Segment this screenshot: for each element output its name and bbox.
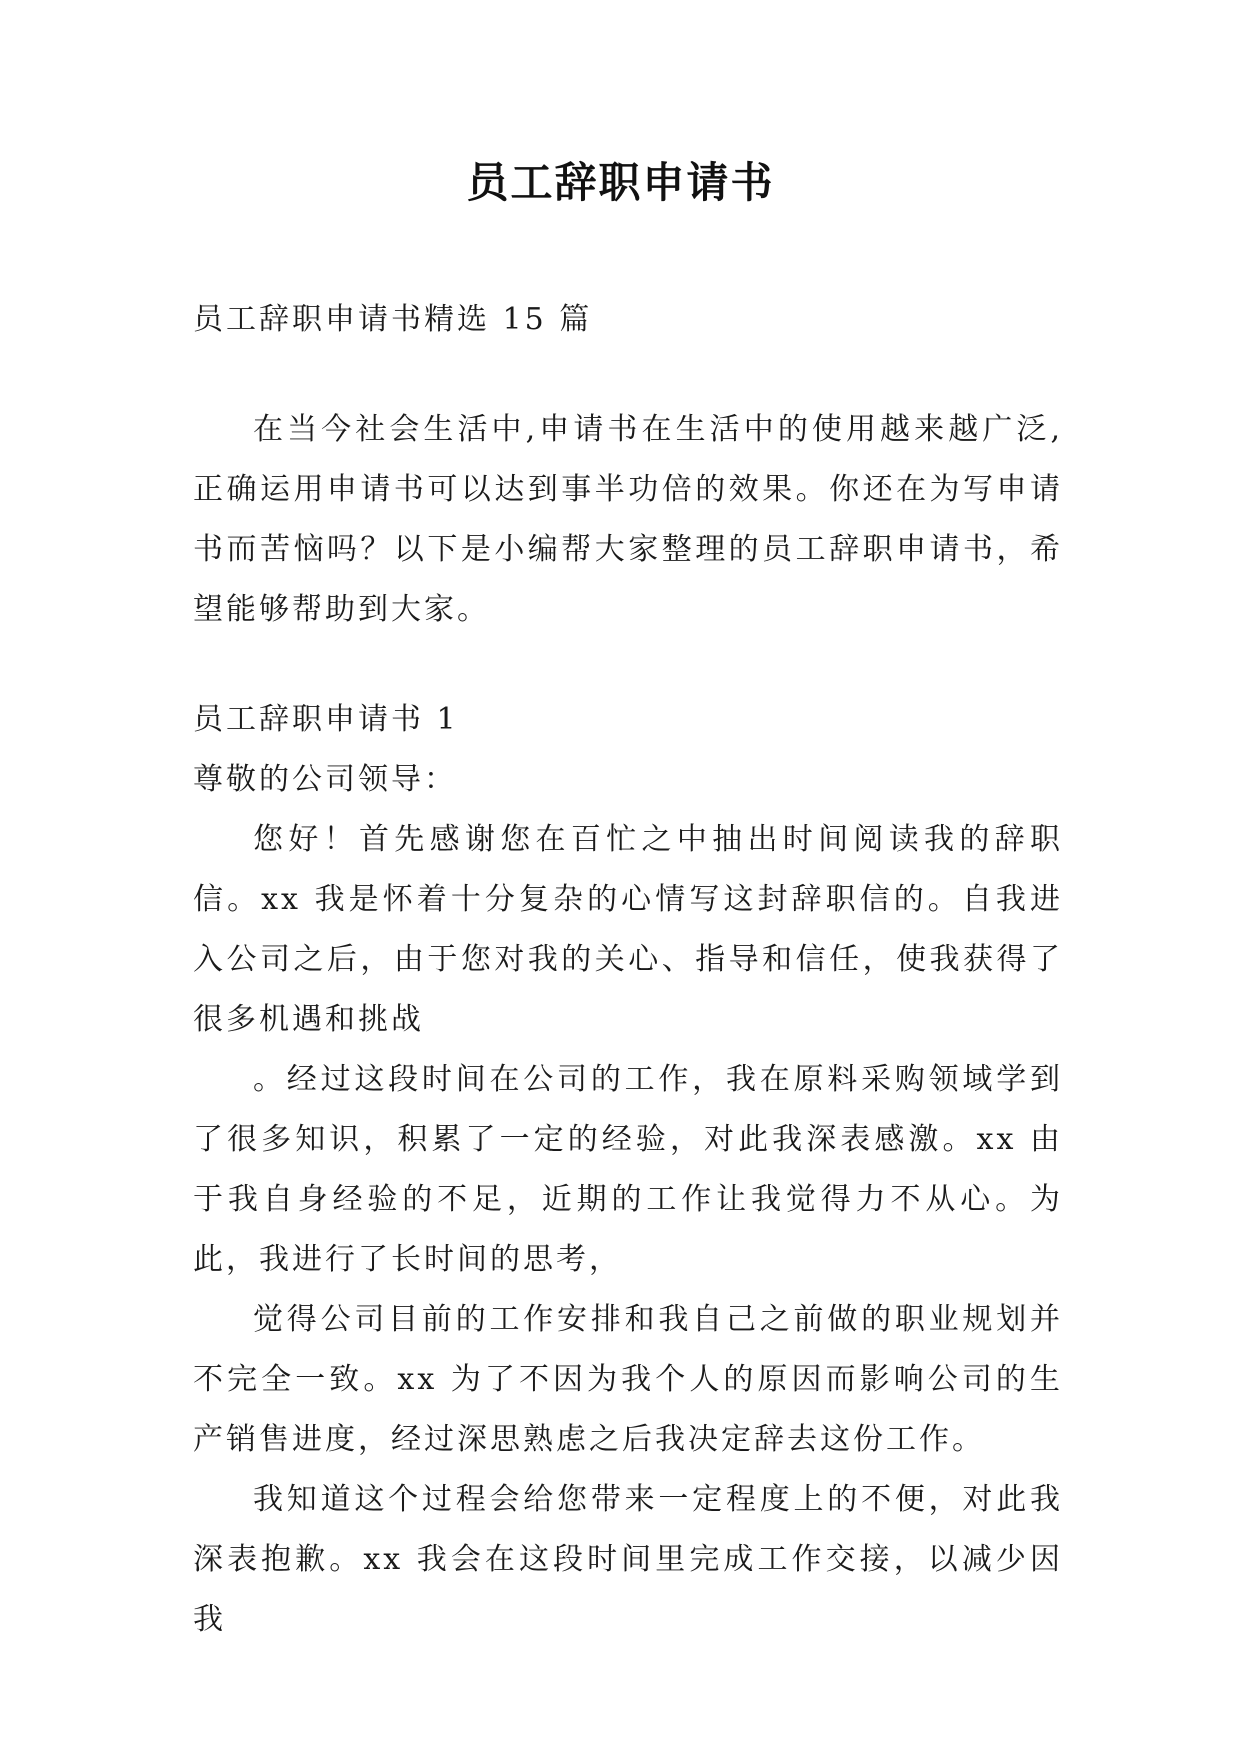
document-title: 员工辞职申请书	[466, 158, 775, 207]
letter-paragraph: 您好！首先感谢您在百忙之中抽出时间阅读我的辞职信。xx 我是怀着十分复杂的心情写这封辞职信的。自我进入公司之后，由于您对我的关心、指导和信任，使我获得了很多机遇和挑战	[193, 822, 1063, 1037]
letter-paragraph: 。经过这段时间在公司的工作，我在原料采购领域学到了很多知识，积累了一定的经验，对此我深表感激。xx 由于我自身经验的不足，近期的工作让我觉得力不从心。为此，我进行了长时间的思考，	[193, 1062, 1063, 1277]
letter-paragraph: 觉得公司目前的工作安排和我自己之前做的职业规划并不完全一致。xx 为了不因为我个人的原因而影响公司的生产销售进度，经过深思熟虑之后我决定辞去这份工作。	[193, 1302, 1063, 1457]
document-subtitle: 员工辞职申请书精选 15 篇	[193, 302, 593, 337]
letter-paragraph: 我知道这个过程会给您带来一定程度上的不便，对此我深表抱歉。xx 我会在这段时间里完成工作交接，以减少因我	[193, 1482, 1063, 1637]
intro-paragraph: 在当今社会生活中,申请书在生活中的使用越来越广泛,正确运用申请书可以达到事半功倍的效果。你还在为写申请书而苦恼吗？以下是小编帮大家整理的员工辞职申请书，希望能够帮助到大家。	[193, 412, 1063, 627]
section-heading: 员工辞职申请书 1	[193, 702, 459, 737]
letter-salutation: 尊敬的公司领导：	[193, 762, 457, 797]
document-body	[193, 290, 1063, 1650]
